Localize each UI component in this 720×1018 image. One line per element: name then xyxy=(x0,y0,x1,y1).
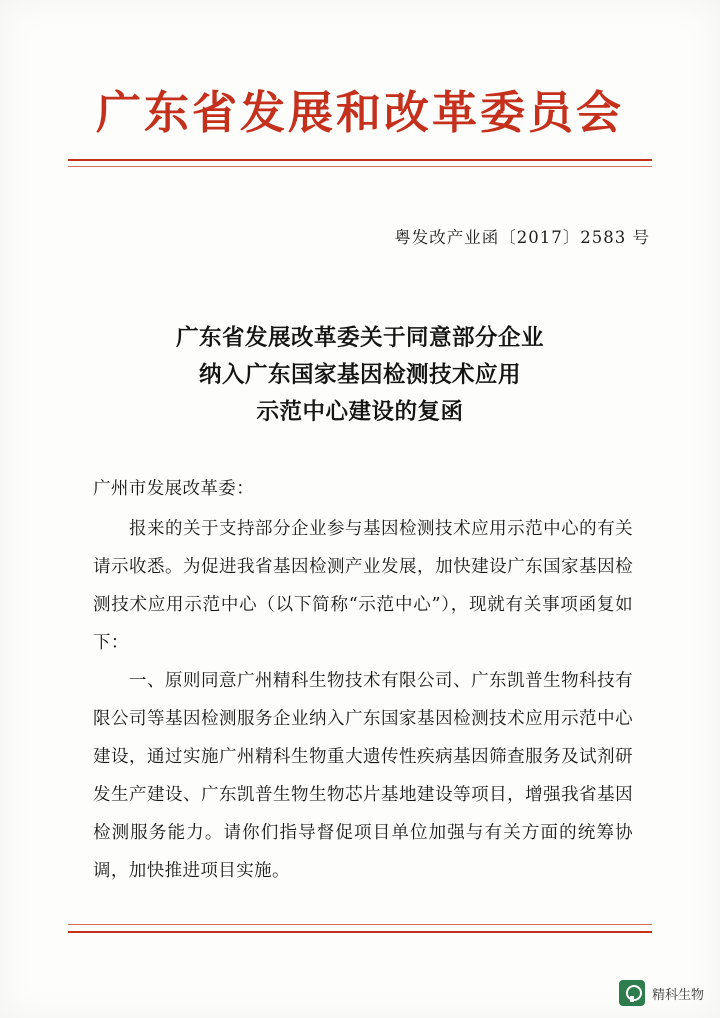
body-paragraph-2: 一、原则同意广州精科生物技术有限公司、广东凯普生物科技有限公司等基因检测服务企业纳入广东国家基因检测技术应用示范中心建设，通过实施广州精科生物重大遗传性疾病基因筛查服务及试剂研发生产建设、广东凯普生物生物芯片基地建设等项目，增强我省基因检测服务能力。请你们指导督促项目单位加强与有关方面的统筹协调，加快推进项目实施。 xyxy=(93,671,633,881)
masthead xyxy=(0,88,720,138)
footer-rule-thin xyxy=(68,924,652,925)
document-title xyxy=(100,320,620,431)
header-rule-thin xyxy=(68,166,652,167)
document-title-line-1: 广东省发展改革委关于同意部分企业 xyxy=(175,325,544,351)
footer-badge-label: 精科生物 xyxy=(651,987,704,1003)
salutation: 广州市发展改革委： xyxy=(93,479,255,499)
document-title-line-3: 示范中心建设的复函 xyxy=(256,399,464,425)
document-body xyxy=(93,470,633,890)
header-rule-thick xyxy=(68,159,652,161)
footer-rule-thick xyxy=(68,931,652,933)
document-title-line-2: 纳入广东国家基因检测技术应用 xyxy=(198,362,521,388)
document-number: 粤发改产业函〔2017〕2583 号 xyxy=(394,228,650,247)
company-logo-icon xyxy=(619,980,645,1006)
footer-badge xyxy=(619,980,704,1006)
body-paragraph-1: 报来的关于支持部分企业参与基因检测技术应用示范中心的有关请示收悉。为促进我省基因检测产业发展，加快建设广东国家基因检测技术应用示范中心（以下简称“示范中心”），现就有关事项函复如下： xyxy=(93,519,633,653)
masthead-title: 广东省发展和改革委员会 xyxy=(95,86,624,139)
